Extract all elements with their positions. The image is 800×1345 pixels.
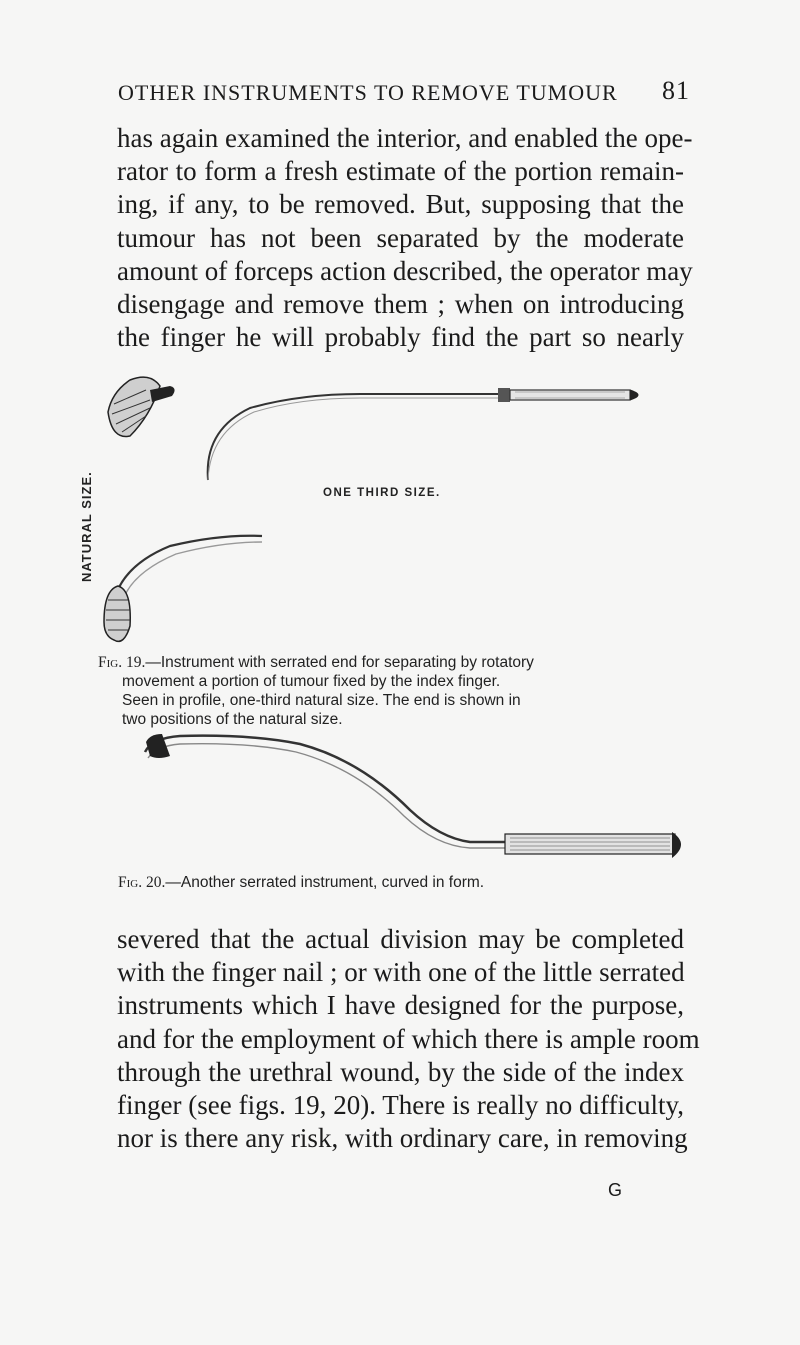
curved-instrument-icon [145,734,681,858]
paragraph-bottom [117,923,700,1155]
text-line: finger (see figs. 19, 20). There is really no difficulty, [117,1089,684,1120]
text-line: through the urethral wound, by the side of the index [117,1056,684,1087]
text-line: instruments which I have designed for the purpose, [117,990,684,1021]
text-line: tumour has not been separated by the moderate [117,222,684,253]
scale-label: ONE THIRD SIZE. [323,487,441,499]
figure-19-caption-text: —Instrument with serrated end for separating by rotatory [145,654,534,671]
text-line: with the finger nail ; or with one of the little serrated [117,957,685,988]
text-line: amount of forceps action described, the operator may [117,255,693,286]
figure-20-caption [118,873,718,892]
caption-line: Seen in profile, one-third natural size. The end is shown in [122,692,521,709]
text-line: has again examined the interior, and enabled the ope- [117,123,693,153]
text-line: severed that the actual division may be completed [117,924,684,954]
text-line: ing, if any, to be removed. But, supposing that the [117,189,684,220]
figure-20-caption-text: —Another serrated instrument, curved in form. [165,874,485,891]
figure-19-label: Fig. 19. [98,654,146,671]
caption-line: two positions of the natural size. [122,711,343,728]
caption-line: movement a portion of tumour fixed by the index finger. [122,673,501,690]
text-line: nor is there any risk, with ordinary care, in removing [117,1123,688,1154]
text-line: and for the employment of which there is ample room [117,1023,700,1054]
text-line: the finger he will probably find the part so nearly [117,322,684,353]
text-line: disengage and remove them ; when on introducing [117,288,684,319]
natural-size-label: NATURAL SIZE. [79,471,94,582]
running-head-title: OTHER INSTRUMENTS TO REMOVE TUMOUR [118,80,618,105]
signature-mark: G [608,1180,623,1200]
page-number: 81 [662,76,690,105]
figure-20-label: Fig. 20. [118,874,166,891]
text-line: rator to form a fresh estimate of the portion remain- [117,156,684,187]
